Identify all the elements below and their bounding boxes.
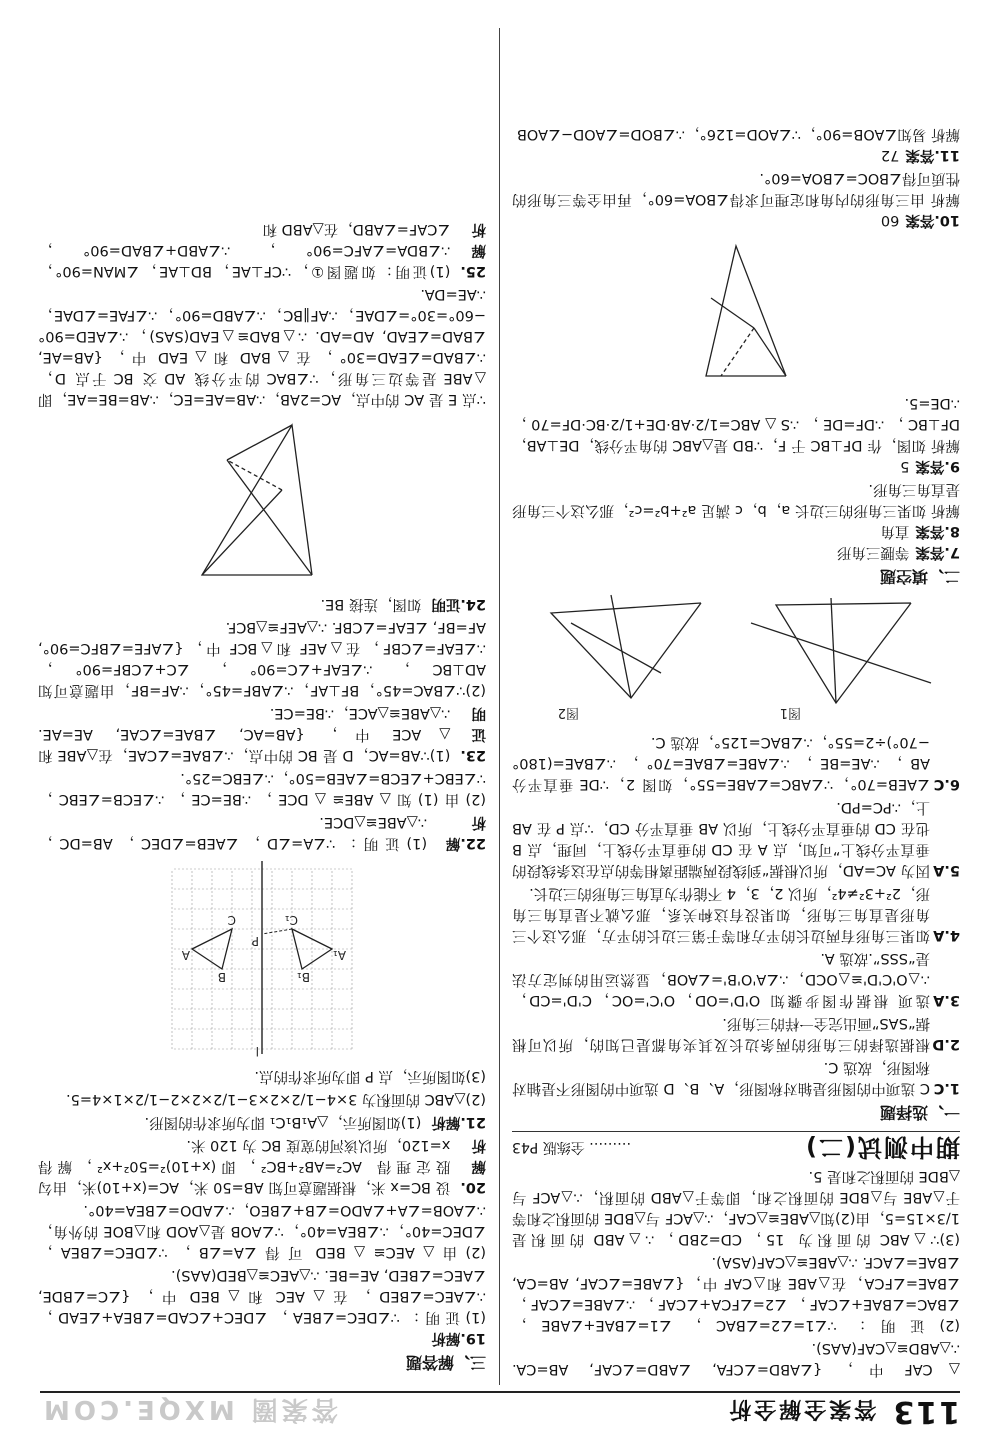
answer-text: (1)如图所示，△A₁B₁C₁ 即为所求作的图形. xyxy=(144,1114,422,1130)
question-number: 21.解析 xyxy=(431,1114,486,1130)
answer-item xyxy=(512,209,960,230)
answer-item xyxy=(38,1109,486,1132)
point-label: B xyxy=(217,970,226,984)
point-label: C₁ xyxy=(284,913,298,927)
question-number: 11.答案 xyxy=(905,147,960,163)
section-heading: 一、选择题 xyxy=(879,1103,960,1122)
answer-text: 选项 根据作图步骤知 O'D'=OD，O'C'=OC，C'D'=CD，∴△O'C'D'≌△OCD，∴∠A'O'B'=∠AOB，显然运用的判定方法是“SSS”.故选 A. xyxy=(512,950,930,1008)
answer-text: △CAF 中，{∠ABD=∠CFA, ∠ABD=∠CAF, AB=CA. ∴△ABD≌△CAF(AAS). xyxy=(512,1340,960,1377)
column-divider xyxy=(499,28,500,1385)
answer-text: (1)∵AB=AC，D 是 BC 的中点，∴∠BAE=∠CAE，在△ABE 和△ACE 中，{AB=AC, ∠BAE=∠CAE, AE=AE. ∴△ABE≌△ACE，∴BE=CE. xyxy=(38,705,451,763)
answer-item xyxy=(512,880,960,945)
answer-item xyxy=(512,541,960,562)
answer-item xyxy=(512,729,960,794)
section-heading: 二、填空题 xyxy=(879,567,960,586)
answer-value: 等腰三角形 xyxy=(836,544,910,560)
question-number: 10.答案 xyxy=(905,212,960,228)
answer-text: (2)∵∠BAC=45°，BF⊥AF，∴∠ABF=45°，∴AF=BF，由题意可知 AD⊥BC，∴∠EAF+∠C=90°，∠C+∠CBF=90°，∴∠EAF=∠CBF，在△AEF 和△BCF 中，{∠AFE=∠BFC=90°, AF=BF, ∠EAF=∠CBF. ∴△AEF≌△BCF. xyxy=(38,619,486,698)
answer-item xyxy=(512,455,960,476)
answer-item xyxy=(512,945,960,1010)
triangle-figure-q9 xyxy=(666,236,806,386)
left-column xyxy=(512,28,960,1379)
answer-text: (2)△ABC 的面积为 3×4−1/2×2×3−1/2×2×2−1/2×1×4=5. xyxy=(66,1091,486,1107)
answer-text: (1)证明：如题图①，∵CF⊥AE，BD⊥AE，∠MAN=90°，∴∠BDA=∠AFC=90°，∴∠ABD+∠BAD=90°，∠CAF=∠ABD，在△ABD 和 xyxy=(38,221,451,279)
triangle-figures-1-2 xyxy=(521,593,951,723)
answer-text: (1)证明：∵∠DEC=∠BEA，∠DEC+∠CAD=∠BEA+∠EAD，∴∠AEC=∠BED，在△AEC 和△BED 中，{∠C=∠BDE, ∠AEC=∠BED, AE=BE. ∴△AEC≌△BED(AAS). xyxy=(38,1267,486,1325)
answer-text: ∵点 E 是 AC 的中点，AC=2AB，∴AB=AE=EC，∴AB=BE=AE，即△ABE 是等边三角形，∵∠BAC 的平分线 AD 交 BC 于点 D，∴∠BAD=∠EAD=30°，在△BAD 和△EAD 中，{AB=AE, ∠BAD=∠EAD, AD=AD. ∴△BAD≌△EAD(SAS)，∴∠AED=90°−60°=30°=∠DAE，∴AF∥BC，∴∠ABD=90°，∴∠FAE=∠DAE，∴AE=DA. xyxy=(38,286,486,407)
exam-title-bar xyxy=(512,1131,960,1161)
answer-item xyxy=(512,144,960,165)
answer-item xyxy=(512,1010,960,1054)
triangle-figure-q24 xyxy=(182,415,342,585)
question-number: 9.答案 xyxy=(915,458,960,474)
question-number: 1.C xyxy=(933,1080,960,1096)
question-number: 7.答案 xyxy=(915,544,960,560)
question-number: 25.解析 xyxy=(460,221,486,279)
answer-text: (3)∵△ABC 的面积为 15，CD=2BD，∴△ABD 的面积是 1/3×15=5，由(2)知△ABE≌△CAF，∴△ACF 与△BDE 的面积之和等于△ABE 与△BDE 的面积之和，即等于△ABD 的面积，∴△ACF 与△BDE 的面积之和是 5. xyxy=(512,1168,960,1247)
question-number: 4.A xyxy=(933,927,960,943)
answer-text: ∠AEB=70°，∵∠ABC=∠ABE=55°，如图 2，∵DE 垂直平分 AB，∴AE=BE，∴∠ABE=∠BAE=70°，∴∠BAE=(180°−70°)÷2=55°，∴∠BAC=125°，故选 C. xyxy=(512,734,930,792)
answer-text: (2)由(1)知△ABE≌△DCE，∴BE=CE，∴∠ECB=∠EBC，∵∠EBC+∠ECB=∠AEB=50°，∴∠EBC=25°. xyxy=(38,770,486,807)
right-column xyxy=(38,28,486,1379)
exam-page-ref: ……… 全练版 P43 xyxy=(512,1139,632,1155)
question-number: 19.解析 xyxy=(431,1330,486,1346)
answer-value: 72 xyxy=(880,147,900,163)
answer-text: 因为 AC=AD，所以根据“到线段两端距离相等的点在这条线段的垂直平分线上”可知，点 A 在 CD 的垂直平分线上，同理，点 B 也在 CD 的垂直平分线上，所以 AB 垂直平分 CD，∵点 P 在 AB 上，∴PC=PD. xyxy=(512,799,930,878)
question-number: 22.解析 xyxy=(445,814,486,851)
answer-item xyxy=(38,809,486,853)
page-number: 113 xyxy=(891,1394,960,1430)
answer-text: C 选项中的图形是轴对称图形，A、B、D 选项中的图形不是轴对称图形，故选 C. xyxy=(512,1059,930,1096)
question-number: 6.C xyxy=(933,776,960,792)
answer-value: 5 xyxy=(900,458,910,474)
page-header xyxy=(40,1391,960,1431)
answer-text: 根据选择的三角形的两条边长及其夹角都是已知的，所以可根据“SAS”画出完全一样的三角形. xyxy=(512,1015,930,1052)
watermark-logo: 答案圈 MXQE.COM xyxy=(40,1394,338,1425)
answer-item xyxy=(38,700,486,765)
answer-text: 解析 由三角形的内角和定理可求得∠BOA=60°，再由全等三角形的性质可得∠BOC=∠BOA=60°. xyxy=(512,170,960,207)
question-number: 24.证明 xyxy=(431,596,486,612)
answer-value: 直角 xyxy=(880,523,910,539)
answer-text: (3)如图所示，点 P 即为所求作的点. xyxy=(254,1068,486,1084)
point-label: C xyxy=(227,913,236,927)
section-heading: 三、解答题 xyxy=(405,1353,486,1372)
book-name: 答案全解全析 xyxy=(726,1396,877,1422)
answer-item xyxy=(512,1054,960,1098)
figure-caption: 图2 xyxy=(557,705,579,720)
question-number: 5.A xyxy=(933,862,960,878)
answer-item xyxy=(38,1327,486,1348)
question-number: 23.证明 xyxy=(460,705,486,763)
answer-item xyxy=(38,216,486,281)
answer-item xyxy=(38,1132,486,1197)
answer-item xyxy=(38,591,486,614)
answer-text: (2)由△AEC≌△BED 可得∠A=∠B，∵∠DEC=∠BEA，∠DEC=40°，∴∠BEA=40°，∵∠AOB 是△AOD 和△BOE 的外角，∴∠AOB=∠A+∠ADO=∠B+∠BEO，∴∠ADO=∠BEA=40°. xyxy=(38,1202,486,1260)
point-label: B₁ xyxy=(296,970,310,984)
answer-item xyxy=(512,520,960,541)
exam-title: 期中测试(二) xyxy=(804,1133,960,1161)
answer-text: 解析 如图，作 DF⊥BC 于 F，∵BD 是△ABC 的角平分线，DE⊥AB，DF⊥BC，∴DF=DE，∴S△ABC=1/2·AB·DE+1/2·BC·DF=70，∴DE=5. xyxy=(512,395,960,453)
point-label: A xyxy=(181,948,190,962)
question-number: 8.答案 xyxy=(915,523,960,539)
question-number: 2.D xyxy=(932,1036,960,1052)
answer-item xyxy=(512,794,960,880)
answer-text: 如果三角形有两边长的平方和等于第三边长的平方，那么这个三角形是直角三角形，如果没有这种关系，那么就不是直角三角形，2²+3²≠4²，所以 2，3，4 不能作为直角三角形的三边长. xyxy=(512,885,930,943)
answer-text: (1)证明：∵∠A=∠D，∠AEB=∠DEC，AB=DC，∴△ABE≌△DCE. xyxy=(38,814,428,851)
answer-text: 解析 易知∠AOB=90°，∵∠AOD=126°，∴∠BOD=∠AOD−∠AOB xyxy=(516,126,960,142)
point-label: A₁ xyxy=(332,948,346,962)
question-number: 20.解析 xyxy=(460,1137,486,1195)
figure-caption: 图1 xyxy=(779,705,801,720)
page-header-left xyxy=(726,1395,960,1430)
question-number: 3.A xyxy=(933,992,960,1008)
answer-text: (2)证明：∵∠1=∠2=∠BAC，∠1=∠BAE+∠ABE，∠BAC=∠BAE+∠CAF，∠2=∠FCA+∠CAF，∴∠ABE=∠CAF，∠BAE=∠FCA，在△ABE 和△CAF 中，{∠ABE=∠CAF, AB=CA, ∠BAE=∠ACF. ∴△ABE≌△CAF(ASA). xyxy=(512,1254,960,1333)
answer-text: 如图，连接 BE. xyxy=(320,596,422,612)
answer-value: 60 xyxy=(880,212,900,228)
point-label: P xyxy=(251,934,259,948)
line-label: l xyxy=(255,1044,259,1058)
answer-text: 解析 如果三角形的三边长 a，b，c 满足 a²+b²=c²，那么这个三角形是直角三角形. xyxy=(512,481,960,518)
answer-text: 设 BC=x 米，根据题意可知 AB=50 米，AC=(x+10)米，由勾股定理得 AC²=AB²+BC²，即(x+10)²=50²+x²，解得 x=120，所以该河的宽度 BC 为 120 米. xyxy=(38,1137,451,1195)
grid-figure-q21 xyxy=(162,859,362,1059)
